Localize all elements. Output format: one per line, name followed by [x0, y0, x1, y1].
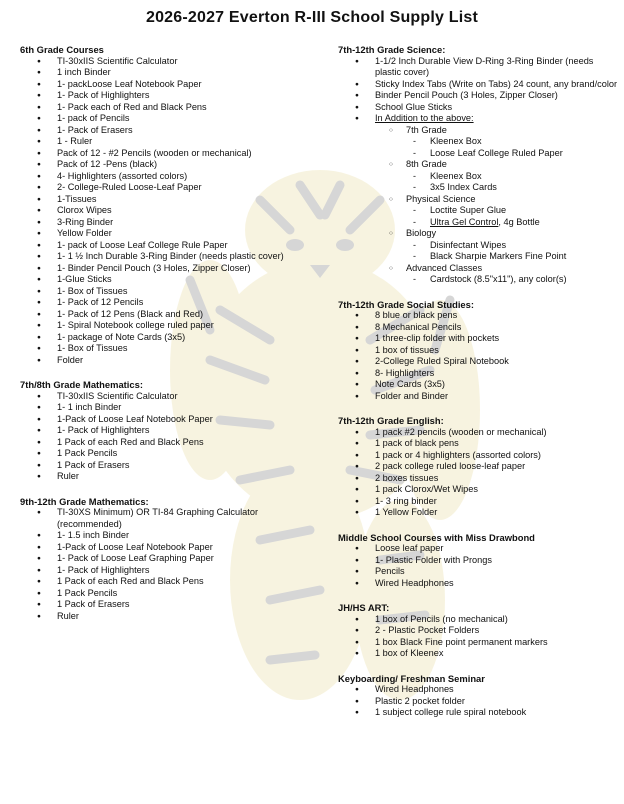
supply-item: ● 2-College Ruled Spiral Notebook	[338, 356, 618, 368]
supply-item: ● Ruler	[20, 611, 320, 623]
supply-item: ● 1- Binder Pencil Pouch (3 Holes, Zipper Closer)	[20, 263, 320, 275]
section-6th-grade-courses	[20, 44, 320, 366]
section-heading: 7th/8th Grade Mathematics:	[20, 379, 143, 390]
supply-item: ● 1- Plastic Folder with Prongs	[338, 555, 618, 567]
section-heading: JH/HS ART:	[338, 602, 390, 613]
supply-item: ● 1-Pack of Loose Leaf Notebook Paper	[20, 542, 320, 554]
supply-item: ● TI-30xIIS Scientific Calculator	[20, 391, 320, 403]
section-heading: Keyboarding/ Freshman Seminar	[338, 672, 485, 684]
supply-item: ● 1- Pack of Highlighters	[20, 425, 320, 437]
section-heading: 6th Grade Courses	[20, 44, 104, 55]
supply-item: - Loctite Super Glue	[338, 205, 618, 217]
supply-item: - Kleenex Box	[338, 136, 618, 148]
supply-item: ● 3-Ring Binder	[20, 217, 320, 229]
supply-item: ● Pack of 12 - #2 Pencils (wooden or mechanical)	[20, 148, 320, 160]
supply-item: ● 1- Pack of Loose Leaf Graphing Paper	[20, 553, 320, 565]
section-7th-12th-grade-english	[338, 415, 618, 519]
supply-item: ● Folder and Binder	[338, 391, 618, 403]
supply-item: ● Binder Pencil Pouch (3 Holes, Zipper Closer)	[338, 90, 618, 102]
supply-item: ● 1-1/2 Inch Durable View D-Ring 3-Ring Binder (needs plastic cover)	[338, 56, 618, 79]
supply-item: ● 1-Glue Sticks	[20, 274, 320, 286]
class-label: ○ 7th Grade	[338, 125, 618, 137]
section-7th-12th-grade-science	[338, 44, 618, 286]
supply-item: ● 1- 3 ring binder	[338, 496, 618, 508]
supply-item: ● 1- pack of Loose Leaf College Rule Paper	[20, 240, 320, 252]
supply-item: ● 1 subject college rule spiral notebook	[338, 707, 618, 719]
supply-item: ● 1- Pack of 12 Pens (Black and Red)	[20, 309, 320, 321]
supply-item: ● Clorox Wipes	[20, 205, 320, 217]
class-label: ○ Advanced Classes	[338, 263, 618, 275]
supply-item: ● 1- Box of Tissues	[20, 286, 320, 298]
section-heading: 7th-12th Grade English:	[338, 415, 444, 426]
section-7th-12th-grade-social-studies	[338, 299, 618, 403]
supply-item: ● 1 Pack of Erasers	[20, 599, 320, 611]
supply-item-underlined: Ultra Gel Control	[430, 216, 499, 227]
supply-item: ● Folder	[20, 355, 320, 367]
supply-item: ● 1- Box of Tissues	[20, 343, 320, 355]
class-label: ○ 8th Grade	[338, 159, 618, 171]
section-heading: 7th-12th Grade Science:	[338, 44, 446, 55]
supply-item: ● 1- Pack each of Red and Black Pens	[20, 102, 320, 114]
supply-item: ● 1 Pack of each Red and Black Pens	[20, 437, 320, 449]
supply-item: ● Loose leaf paper	[338, 543, 618, 555]
supply-item: ● 1- Pack of 12 Pencils	[20, 297, 320, 309]
supply-item: ● 1 Pack of Erasers	[20, 460, 320, 472]
right-column	[338, 44, 618, 732]
supply-item-suffix: , 4g Bottle	[498, 216, 540, 227]
supply-item: - Disinfectant Wipes	[338, 240, 618, 252]
supply-item: ● 1 Pack Pencils	[20, 588, 320, 600]
supply-item: ● Plastic 2 pocket folder	[338, 696, 618, 708]
supply-item: ● 1 box of Pencils (no mechanical)	[338, 614, 618, 626]
section-heading: 7th-12th Grade Social Studies:	[338, 298, 474, 310]
supply-item: ● Note Cards (3x5)	[338, 379, 618, 391]
supply-item: - Black Sharpie Markers Fine Point	[338, 251, 618, 263]
supply-item: ● 1- 1.5 inch Binder	[20, 530, 320, 542]
supply-item: ● 1 - Ruler	[20, 136, 320, 148]
section-7th-8th-grade-mathematics	[20, 379, 320, 483]
supply-item: ● 1- package of Note Cards (3x5)	[20, 332, 320, 344]
left-column	[20, 44, 320, 635]
supply-item: ● 1 Pack Pencils	[20, 448, 320, 460]
supply-item: ● 1- Pack of Highlighters	[20, 90, 320, 102]
addition-note: ● In Addition to the above:	[338, 113, 618, 125]
supply-item: ● Yellow Folder	[20, 228, 320, 240]
supply-item: ● 4- Highlighters (assorted colors)	[20, 171, 320, 183]
supply-item: ● 8- Highlighters	[338, 368, 618, 380]
supply-item-continued	[338, 217, 618, 229]
supply-item: ● 1 box Black Fine point permanent markers	[338, 637, 618, 649]
supply-item: ● 1- Pack of Highlighters	[20, 565, 320, 577]
supply-item: - Cardstock (8.5"x11"), any color(s)	[338, 274, 618, 286]
supply-item: ● Pencils	[338, 566, 618, 578]
supply-item: ● 1-Tissues	[20, 194, 320, 206]
section-heading: 9th-12th Grade Mathematics:	[20, 495, 149, 507]
supply-item: ● 1- 1 inch Binder	[20, 402, 320, 414]
supply-item: ● Wired Headphones	[338, 684, 618, 696]
supply-item: ● 1 inch Binder	[20, 67, 320, 79]
supply-item: ● 1- pack of Pencils	[20, 113, 320, 125]
supply-item: ● 1 box of Kleenex	[338, 648, 618, 660]
supply-item: ● 1 Pack of each Red and Black Pens	[20, 576, 320, 588]
supply-item: - 3x5 Index Cards	[338, 182, 618, 194]
supply-item: - Loose Leaf College Ruled Paper	[338, 148, 618, 160]
supply-item: ● 2 - Plastic Pocket Folders	[338, 625, 618, 637]
supply-item: ● 1 box of tissues	[338, 345, 618, 357]
supply-item: ● TI-30XS Minimum) OR TI-84 Graphing Calculator (recommended)	[20, 507, 320, 530]
supply-item: ● 1 Yellow Folder	[338, 507, 618, 519]
supply-item: ● 1 pack Clorox/Wet Wipes	[338, 484, 618, 496]
supply-item: ● School Glue Sticks	[338, 102, 618, 114]
section-heading: Middle School Courses with Miss Drawbond	[338, 531, 535, 543]
supply-item: ● Sticky Index Tabs (Write on Tabs) 24 count, any brand/color	[338, 79, 618, 91]
supply-item: ● Ruler	[20, 471, 320, 483]
document-title: 2026-2027 Everton R-III School Supply List	[145, 9, 479, 26]
supply-item: - Kleenex Box	[338, 171, 618, 183]
supply-item: ● Pack of 12 -Pens (black)	[20, 159, 320, 171]
supply-item: ● 1- packLoose Leaf Notebook Paper	[20, 79, 320, 91]
class-label: ○ Physical Science	[338, 194, 618, 206]
supply-item: ● 1 three-clip folder with pockets	[338, 333, 618, 345]
supply-item: ● 2- College-Ruled Loose-Leaf Paper	[20, 182, 320, 194]
supply-item: ● 1 pack of black pens	[338, 438, 618, 450]
section-9th-12th-grade-mathematics	[20, 496, 320, 623]
supply-item: ● 1- Pack of Erasers	[20, 125, 320, 137]
supply-item: ● 1-Pack of Loose Leaf Notebook Paper	[20, 414, 320, 426]
supply-item: ● 8 blue or black pens	[338, 310, 618, 322]
class-label: ○ Biology	[338, 228, 618, 240]
supply-item: ● 1 pack #2 pencils (wooden or mechanical)	[338, 427, 618, 439]
supply-item: ● 8 Mechanical Pencils	[338, 322, 618, 334]
supply-item: ● Wired Headphones	[338, 578, 618, 590]
supply-item: ● 2 boxes tissues	[338, 473, 618, 485]
supply-item: ● 1- Spiral Notebook college ruled paper	[20, 320, 320, 332]
supply-item: ● 1- 1 ½ Inch Durable 3-Ring Binder (needs plastic cover)	[20, 251, 320, 263]
section-keyboarding-freshman-seminar	[338, 673, 618, 719]
supply-item: ● 2 pack college ruled loose-leaf paper	[338, 461, 618, 473]
section-middle-school-miss-drawbond	[338, 532, 618, 590]
section-jh-hs-art	[338, 602, 618, 660]
supply-item: ● TI-30xIIS Scientific Calculator	[20, 56, 320, 68]
supply-item: ● 1 pack or 4 highlighters (assorted colors)	[338, 450, 618, 462]
